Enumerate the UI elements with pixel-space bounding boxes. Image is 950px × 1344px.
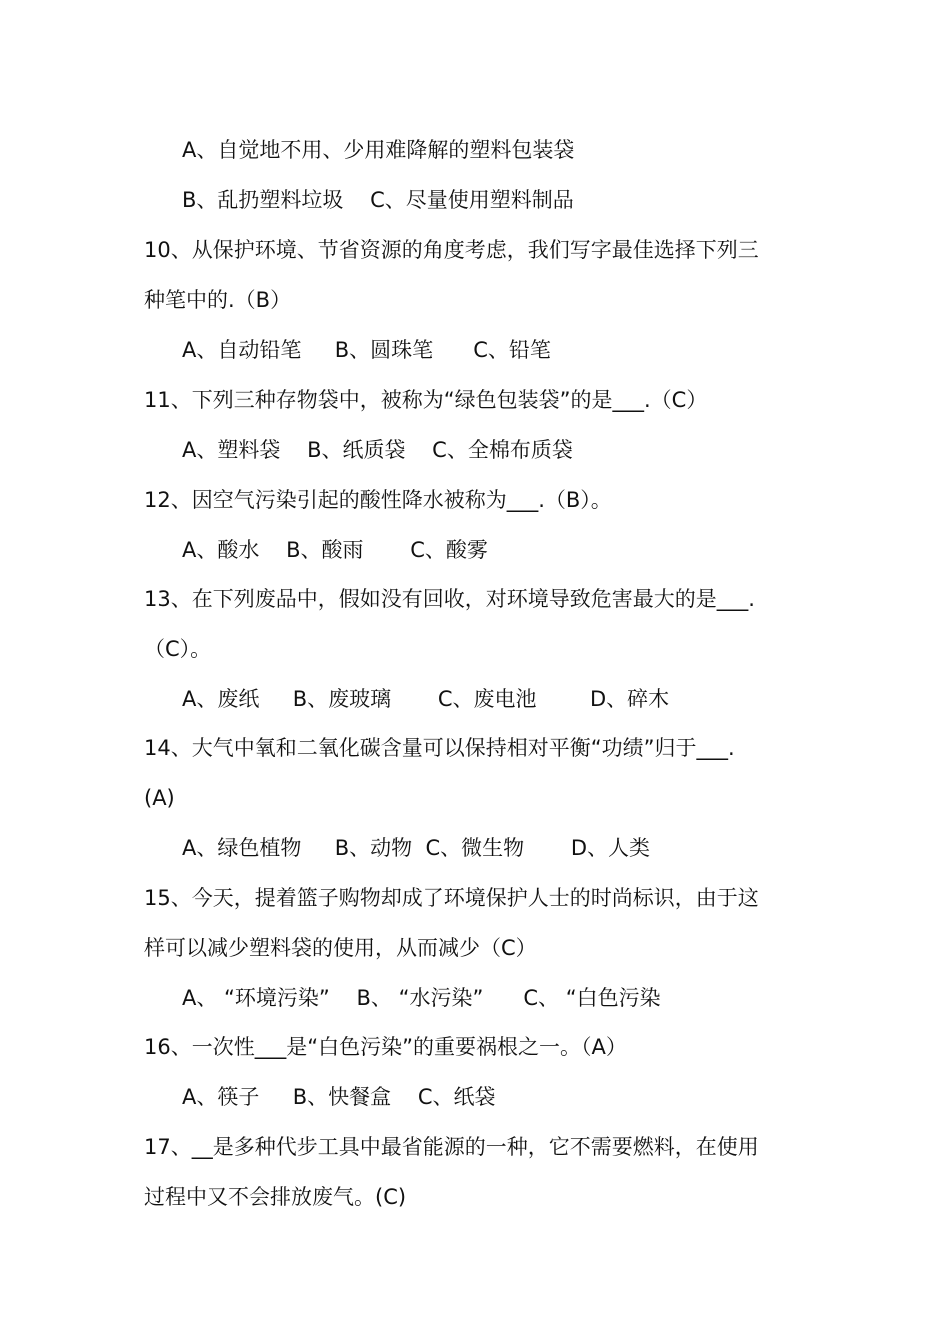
question-10-line-2: 种笔中的.（B）: [144, 288, 292, 312]
option-line: A、自觉地不用、少用难降解的塑料包装袋: [182, 138, 575, 162]
question-10-line-1: 10、从保护环境、节省资源的角度考虑，我们写字最佳选择下列三: [144, 238, 759, 262]
option-line: A、筷子 B、快餐盒 C、纸袋: [182, 1085, 496, 1109]
question-15-line-1: 15、今天，提着篮子购物却成了环境保护人士的时尚标识，由于这: [144, 886, 759, 910]
option-line: A、酸水 B、酸雨 C、酸雾: [182, 538, 488, 562]
option-line: B、乱扔塑料垃圾 C、尽量使用塑料制品: [182, 188, 574, 212]
question-16: 16、一次性___是“白色污染”的重要祸根之一。（A）: [144, 1035, 627, 1059]
question-17-line-2: 过程中又不会排放废气。(C): [144, 1185, 407, 1209]
question-14-line-1: 14、大气中氧和二氧化碳含量可以保持相对平衡“功绩”归于___.: [144, 736, 735, 760]
option-line: A、自动铅笔 B、圆珠笔 C、铅笔: [182, 338, 551, 362]
question-13-line-1: 13、在下列废品中，假如没有回收，对环境导致危害最大的是___.: [144, 587, 755, 611]
question-15-line-2: 样可以减少塑料袋的使用，从而减少（C）: [144, 936, 537, 960]
question-12: 12、因空气污染引起的酸性降水被称为___.（B）。: [144, 488, 612, 512]
question-11: 11、下列三种存物袋中，被称为“绿色包装袋”的是___.（C）: [144, 388, 708, 412]
question-14-line-2: (A): [144, 786, 175, 810]
option-line: A、绿色植物 B、动物 C、微生物 D、人类: [182, 836, 651, 860]
question-13-line-2: （C）。: [144, 637, 212, 661]
option-line: A、塑料袋 B、纸质袋 C、全棉布质袋: [182, 438, 573, 462]
question-17-line-1: 17、__是多种代步工具中最省能源的一种，它不需要燃料，在使用: [144, 1135, 759, 1159]
option-line: A、 “环境污染” B、 “水污染” C、 “白色污染: [182, 986, 661, 1010]
option-line: A、废纸 B、废玻璃 C、废电池 D、碎木: [182, 687, 670, 711]
